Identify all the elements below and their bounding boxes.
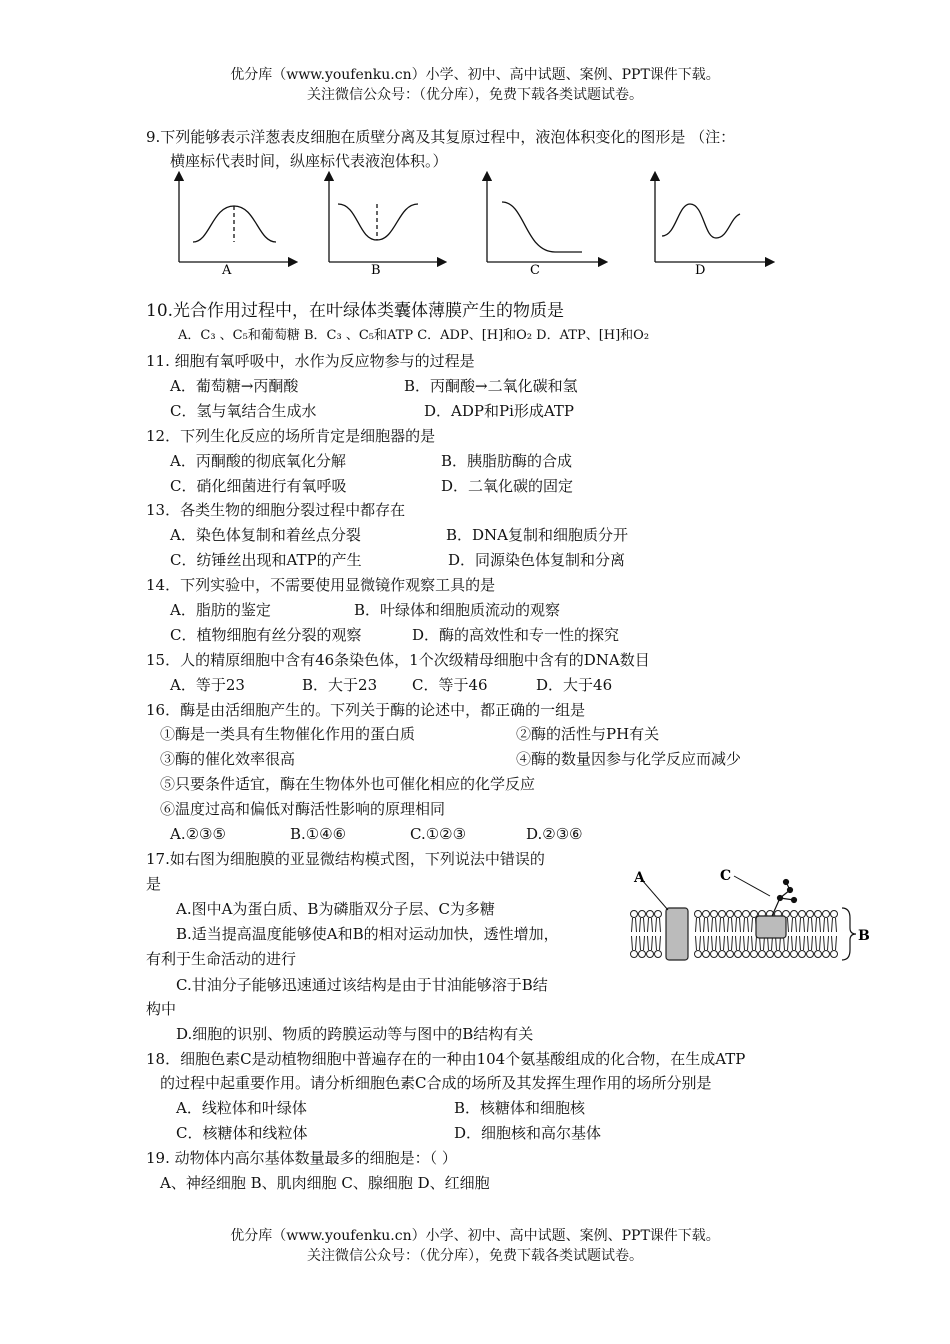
lipid-tail xyxy=(736,936,741,950)
lipid-head xyxy=(735,911,742,918)
lipid-tail xyxy=(648,936,653,950)
header-line-1: 优分库（www.youfenku.cn）小学、初中、高中试题、案例、PPT课件下载。 xyxy=(230,67,720,83)
lipid-head xyxy=(791,911,798,918)
q18-option-d: D．细胞核和高尔基体 xyxy=(454,1124,602,1142)
lipid-tail xyxy=(696,936,701,950)
lipid-head xyxy=(727,911,734,918)
q11-option-d: D．ADP和Pi形成ATP xyxy=(424,402,574,420)
q15-option-b: B．大于23 xyxy=(302,676,378,694)
q17-option-c-1: C.甘油分子能够迅速通过该结构是由于甘油能够溶于B结 xyxy=(176,976,548,994)
cell-membrane-diagram xyxy=(620,860,880,970)
q14-option-c: C．植物细胞有丝分裂的观察 xyxy=(170,626,362,644)
lipid-head xyxy=(655,951,662,958)
q13-option-d: D．同源染色体复制和分离 xyxy=(448,551,626,569)
lipid-head xyxy=(743,951,750,958)
label-c: C xyxy=(720,868,732,884)
lipid-tail xyxy=(640,936,645,950)
protein-with-glycan xyxy=(756,916,786,938)
lipid-tail xyxy=(816,936,821,950)
q16-option-d: D.②③⑥ xyxy=(526,825,583,843)
lipid-tail xyxy=(832,936,837,950)
lipid-tail xyxy=(808,918,813,932)
lipid-tail xyxy=(736,918,741,932)
lipid-tail xyxy=(712,936,717,950)
q15-stem: 15．人的精原细胞中含有46条染色体，1个次级精母细胞中含有的DNA数目 xyxy=(146,651,650,669)
label-a-pointer xyxy=(642,880,668,910)
lipid-head xyxy=(647,911,654,918)
bracket-b xyxy=(842,908,856,960)
q16-option-b: B.①④⑥ xyxy=(290,825,347,843)
q16-statement-1: ①酶是一类具有生物催化作用的蛋白质 xyxy=(160,725,416,743)
lipid-head xyxy=(799,911,806,918)
q9-stem-2: 横座标代表时间，纵座标代表液泡体积。） xyxy=(170,152,448,170)
q17-option-c-2: 构中 xyxy=(146,1000,177,1018)
lipid-tail xyxy=(704,936,709,950)
q17-option-b-2: 有利于生命活动的进行 xyxy=(146,950,297,968)
q18-option-b: B．核糖体和细胞核 xyxy=(454,1099,586,1117)
footer-line-1: 优分库（www.youfenku.cn）小学、初中、高中试题、案例、PPT课件下载。 xyxy=(230,1228,720,1244)
protein-a xyxy=(666,908,688,960)
lipid-tail xyxy=(656,918,661,932)
q12-option-d: D．二氧化碳的固定 xyxy=(441,477,574,495)
q9-stem-1: 9.下列能够表示洋葱表皮细胞在质壁分离及其复原过程中，液泡体积变化的图形是 （注： xyxy=(146,128,736,146)
q14-option-d: D．酶的高效性和专一性的探究 xyxy=(412,626,620,644)
q16-stem: 16．酶是由活细胞产生的。下列关于酶的论述中，都正确的一组是 xyxy=(146,701,586,719)
lipid-tail xyxy=(744,918,749,932)
q16-statement-4: ④酶的数量因参与化学反应而减少 xyxy=(516,750,742,768)
graph-d-label: D xyxy=(695,263,706,278)
q15-option-c: C．等于46 xyxy=(412,676,488,694)
lipid-head xyxy=(695,911,702,918)
lipid-head xyxy=(703,911,710,918)
lipid-tail xyxy=(792,918,797,932)
graph-b-label: B xyxy=(371,263,381,278)
lipid-head xyxy=(823,951,830,958)
lipid-head xyxy=(655,911,662,918)
lipid-tail xyxy=(656,936,661,950)
lipid-tail xyxy=(640,918,645,932)
lipid-tail xyxy=(712,918,717,932)
lipid-head xyxy=(639,911,646,918)
lipid-head xyxy=(695,951,702,958)
graph-d xyxy=(655,176,770,262)
lipid-tail xyxy=(800,936,805,950)
lipid-head xyxy=(719,911,726,918)
q17-option-b-1: B.适当提高温度能够使A和B的相对运动加快，透性增加， xyxy=(176,925,559,943)
lipid-head xyxy=(727,951,734,958)
lipid-head xyxy=(711,951,718,958)
lipid-head xyxy=(751,951,758,958)
graph-a xyxy=(179,176,293,262)
lipid-head xyxy=(735,951,742,958)
q11-option-c: C．氢与氧结合生成水 xyxy=(170,402,317,420)
q14-option-b: B．叶绿体和细胞质流动的观察 xyxy=(354,601,561,619)
lipid-tail xyxy=(704,918,709,932)
q16-option-a: A.②③⑤ xyxy=(170,825,226,843)
footer-line-2: 关注微信公众号：（优分库），免费下载各类试题试卷。 xyxy=(307,1248,643,1264)
graph-a-label: A xyxy=(222,263,232,278)
lipid-tail xyxy=(744,936,749,950)
q17-option-d: D.细胞的识别、物质的跨膜运动等与图中的B结构有关 xyxy=(176,1025,534,1043)
lipid-head xyxy=(631,911,638,918)
lipid-head xyxy=(743,911,750,918)
q16-statement-6: ⑥温度过高和偏低对酶活性影响的原理相同 xyxy=(160,800,446,818)
lipid-tail xyxy=(720,918,725,932)
q18-stem-1: 18．细胞色素C是动植物细胞中普遍存在的一种由104个氨基酸组成的化合物，在生成ATP xyxy=(146,1050,746,1068)
lipid-head xyxy=(831,911,838,918)
lipid-tail xyxy=(832,918,837,932)
lipid-tail xyxy=(824,918,829,932)
q12-option-b: B．胰脂肪酶的合成 xyxy=(441,452,573,470)
q12-option-a: A．丙酮酸的彻底氧化分解 xyxy=(170,452,346,470)
q9-graphs xyxy=(0,170,950,280)
q13-option-c: C．纺锤丝出现和ATP的产生 xyxy=(170,551,362,569)
lipid-head xyxy=(759,951,766,958)
q17-stem-1: 17.如右图为细胞膜的亚显微结构模式图，下列说法中错误的 xyxy=(146,850,545,868)
q13-option-b: B．DNA复制和细胞质分开 xyxy=(446,526,629,544)
lipid-head xyxy=(831,951,838,958)
q16-statement-3: ③酶的催化效率很高 xyxy=(160,750,296,768)
lipid-tail xyxy=(720,936,725,950)
lipid-head xyxy=(823,911,830,918)
header-line-2: 关注微信公众号：（优分库），免费下载各类试题试卷。 xyxy=(307,87,643,103)
q18-option-a: A．线粒体和叶绿体 xyxy=(176,1099,307,1117)
q12-stem: 12．下列生化反应的场所肯定是细胞器的是 xyxy=(146,427,436,445)
q16-statement-2: ②酶的活性与PH有关 xyxy=(516,725,660,743)
lipid-head xyxy=(807,951,814,958)
lipid-tail xyxy=(792,936,797,950)
lipid-head xyxy=(807,911,814,918)
lipid-tail xyxy=(632,936,637,950)
label-b: B xyxy=(858,928,870,944)
q13-option-a: A．染色体复制和着丝点分裂 xyxy=(170,526,361,544)
q14-stem: 14．下列实验中，不需要使用显微镜作观察工具的是 xyxy=(146,576,496,594)
lipid-tail xyxy=(728,918,733,932)
lipid-tail xyxy=(696,918,701,932)
lipid-head xyxy=(783,951,790,958)
q17-option-a: A.图中A为蛋白质、B为磷脂双分子层、C为多糖 xyxy=(176,900,495,918)
q10-options: A．C₃ 、C₅和葡萄糖 B．C₃ 、C₅和ATP C．ADP、[H]和O₂ D．ATP、[H]和O₂ xyxy=(178,328,650,343)
q17-stem-2: 是 xyxy=(146,875,162,893)
lipid-tail xyxy=(728,936,733,950)
lipid-head xyxy=(815,911,822,918)
graph-b xyxy=(329,176,442,262)
lipid-head xyxy=(639,951,646,958)
label-c-pointer xyxy=(734,876,770,896)
lipid-head xyxy=(799,951,806,958)
q11-stem: 11. 细胞有氧呼吸中，水作为反应物参与的过程是 xyxy=(146,352,475,370)
graph-c xyxy=(487,176,603,262)
q18-stem-2: 的过程中起重要作用。请分析细胞色素C合成的场所及其发挥生理作用的场所分别是 xyxy=(160,1074,712,1092)
q19-stem: 19. 动物体内高尔基体数量最多的细胞是：（ ） xyxy=(146,1149,457,1167)
lipid-head xyxy=(815,951,822,958)
label-a: A xyxy=(634,870,645,886)
lipid-head xyxy=(711,911,718,918)
lipid-head xyxy=(631,951,638,958)
lipid-tail xyxy=(824,936,829,950)
q15-option-a: A．等于23 xyxy=(170,676,245,694)
lipid-tail xyxy=(632,918,637,932)
lipid-head xyxy=(647,951,654,958)
lipid-head xyxy=(703,951,710,958)
q11-option-a: A．葡萄糖→丙酮酸 xyxy=(170,377,299,395)
q18-option-c: C．核糖体和线粒体 xyxy=(176,1124,308,1142)
q16-option-c: C.①②③ xyxy=(410,825,467,843)
q10-stem: 10.光合作用过程中，在叶绿体类囊体薄膜产生的物质是 xyxy=(146,301,565,321)
q12-option-c: C．硝化细菌进行有氧呼吸 xyxy=(170,477,347,495)
lipid-tail xyxy=(808,936,813,950)
q14-option-a: A．脂肪的鉴定 xyxy=(170,601,271,619)
lipid-bilayer xyxy=(631,911,838,958)
lipid-tail xyxy=(752,936,757,950)
lipid-head xyxy=(719,951,726,958)
lipid-tail xyxy=(648,918,653,932)
q11-option-b: B．丙酮酸→二氧化碳和氢 xyxy=(404,377,578,395)
q15-option-d: D．大于46 xyxy=(536,676,613,694)
q16-statement-5: ⑤只要条件适宜，酶在生物体外也可催化相应的化学反应 xyxy=(160,775,536,793)
q13-stem: 13．各类生物的细胞分裂过程中都存在 xyxy=(146,501,406,519)
lipid-head xyxy=(775,951,782,958)
lipid-tail xyxy=(800,918,805,932)
q19-options: A、神经细胞 B、肌肉细胞 C、腺细胞 D、红细胞 xyxy=(160,1174,490,1192)
lipid-head xyxy=(791,951,798,958)
lipid-head xyxy=(767,951,774,958)
graph-c-label: C xyxy=(530,263,540,278)
lipid-tail xyxy=(816,918,821,932)
